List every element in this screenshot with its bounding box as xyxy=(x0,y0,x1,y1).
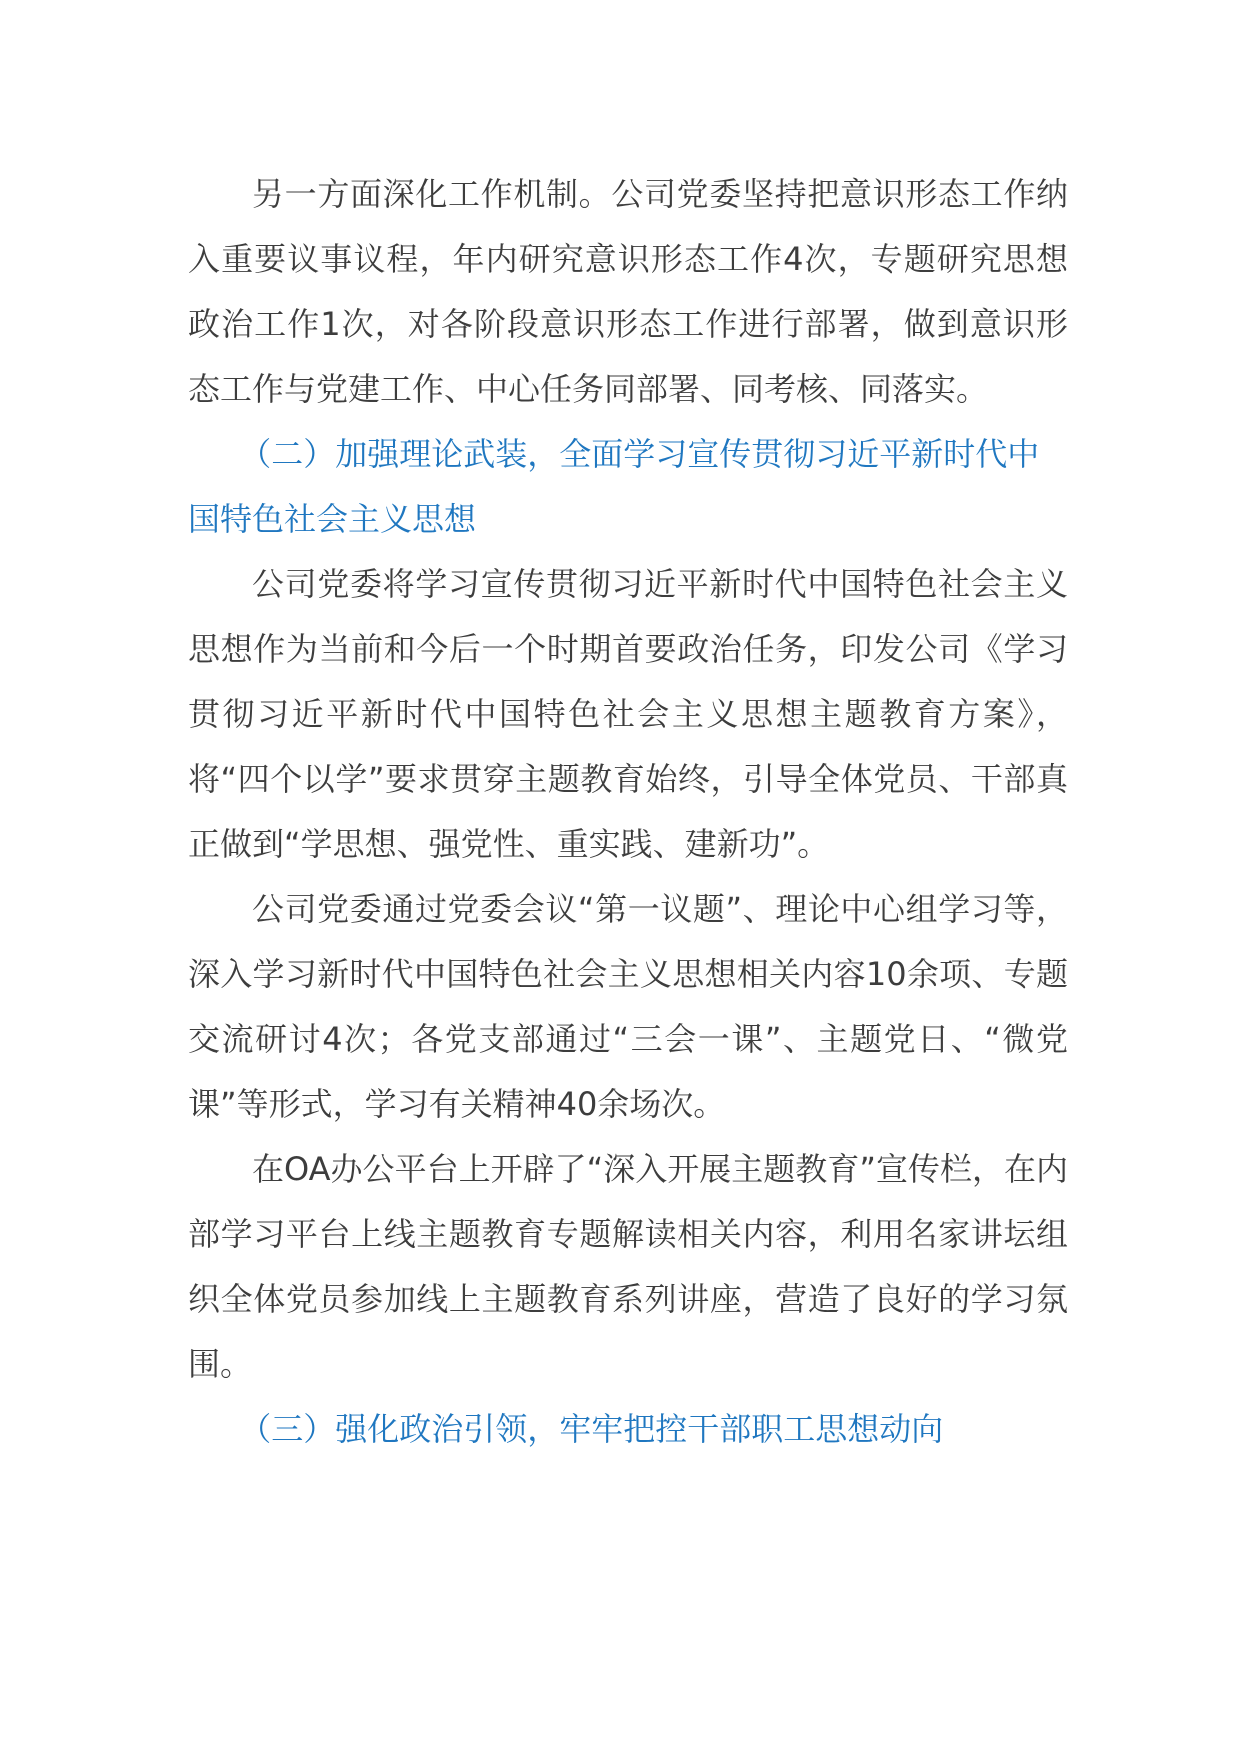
paragraph-study-plan: 公司党委将学习宣传贯彻习近平新时代中国特色社会主义思想作为当前和今后一个时期首要政治任务，印发公司《学习贯彻习近平新时代中国特色社会主义思想主题教育方案》，将“四个以学”要求贯穿主题教育始终，引导全体党员、干部真正做到“学思想、强党性、重实践、建新功”。 xyxy=(188,565,1068,863)
section-heading-2: （二）加强理论武装，全面学习宣传贯彻习近平新时代中国特色社会主义思想 xyxy=(188,435,1040,538)
paragraph-study-sessions: 公司党委通过党委会议“第一议题”、理论中心组学习等，深入学习新时代中国特色社会主义思想相关内容10余项、专题交流研讨4次；各党支部通过“三会一课”、主题党日、“微党课”等形式，学习有关精神40余场次。 xyxy=(188,890,1068,1123)
document-page xyxy=(188,162,1068,1462)
section-heading-3: （三）强化政治引领，牢牢把控干部职工思想动向 xyxy=(239,1410,944,1448)
paragraph-work-mechanism: 另一方面深化工作机制。公司党委坚持把意识形态工作纳入重要议事议程，年内研究意识形态工作4次，专题研究思想政治工作1次，对各阶段意识形态工作进行部署，做到意识形态工作与党建工作、中心任务同部署、同考核、同落实。 xyxy=(188,175,1068,408)
paragraph-oa-platform: 在OA办公平台上开辟了“深入开展主题教育”宣传栏，在内部学习平台上线主题教育专题解读相关内容，利用名家讲坛组织全体党员参加线上主题教育系列讲座，营造了良好的学习氛围。 xyxy=(188,1150,1068,1383)
